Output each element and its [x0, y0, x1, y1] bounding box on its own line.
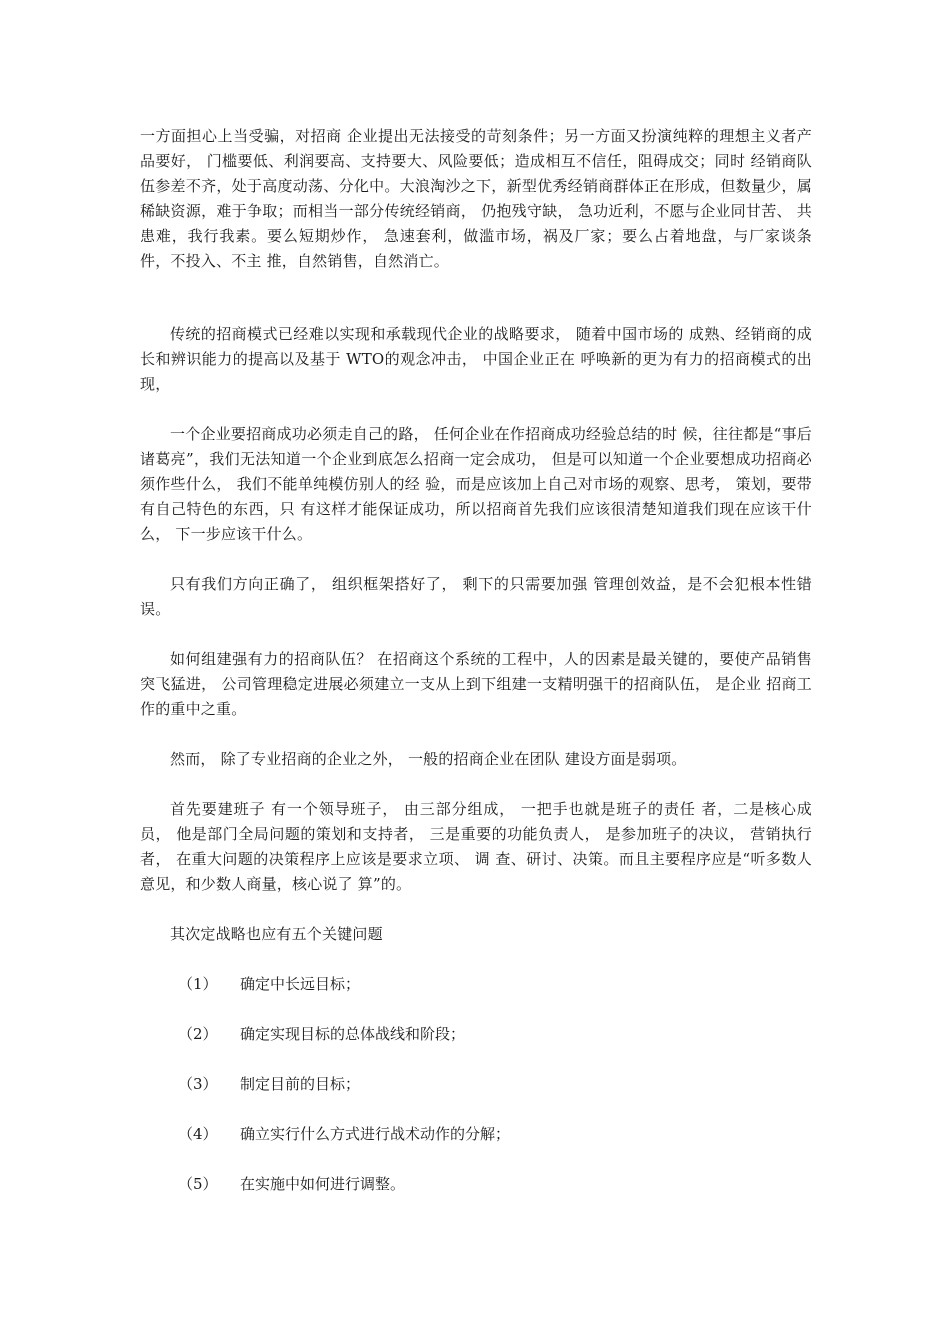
list-item	[178, 1072, 360, 1097]
paragraph	[140, 647, 812, 722]
paragraph-text: 传统的招商模式已经难以实现和承载现代企业的战略要求， 随着中国市场的 成熟、经销商的成长和辨识能力的提高以及基于 WTO的观念冲击， 中国企业正在 呼唤新的更为有力的招商模式的出现，	[140, 325, 812, 393]
paragraph	[140, 797, 812, 897]
list-text: 在实施中如何进行调整。	[240, 1175, 406, 1193]
list-item	[178, 1172, 405, 1197]
list-number: （1）	[178, 975, 218, 993]
list-number: （2）	[178, 1025, 218, 1043]
paragraph-text: 如何组建强有力的招商队伍？ 在招商这个系统的工程中，人的因素是最关键的，要使产品销售突飞猛进， 公司管理稳定进展必须建立一支从上到下组建一支精明强干的招商队伍， 是企业 招商工作的重中之重。	[140, 650, 812, 718]
paragraph	[140, 124, 812, 274]
list-text: 确定中长远目标；	[240, 975, 361, 993]
paragraph	[140, 572, 812, 622]
paragraph-text: 一个企业要招商成功必须走自己的路， 任何企业在作招商成功经验总结的时 候，往往都是“事后诸葛亮”，我们无法知道一个企业到底怎么招商一定会成功， 但是可以知道一个企业要想成功招商必须作些什么， 我们不能单纯模仿别人的经 验，而是应该加上自己对市场的观察、思考， 策划，要带有自己特色的东西，只 有这样才能保证成功，所以招商首先我们应该很清楚知道我们现在应该干什么， 下一步应该干什么。	[140, 425, 812, 543]
list-text: 确立实行什么方式进行战术动作的分解；	[240, 1125, 511, 1143]
paragraph	[140, 322, 812, 397]
list-item	[178, 1122, 510, 1147]
paragraph	[140, 747, 812, 772]
paragraph-text: 一方面担心上当受骗，对招商 企业提出无法接受的苛刻条件；另一方面又扮演纯粹的理想主义者产品要好， 门槛要低、利润要高、支持要大、风险要低；造成相互不信任，阻碍成交；同时 经销商队伍参差不齐，处于高度动荡、分化中。大浪淘沙之下，新型优秀经销商群体正在形成，但数量少，属稀缺资源，难于争取；而相当一部分传统经销商， 仍抱残守缺， 急功近利，不愿与企业同甘苦、 共患难，我行我素。要么短期炒作， 急速套利，做滥市场，祸及厂家；要么占着地盘，与厂家谈条件，不投入、不主 推，自然销售，自然消亡。	[140, 127, 812, 270]
list-number: （3）	[178, 1075, 218, 1093]
list-number: （4）	[178, 1125, 218, 1143]
paragraph	[140, 922, 812, 947]
list-text: 确定实现目标的总体战线和阶段；	[240, 1025, 466, 1043]
paragraph-text: 首先要建班子 有一个领导班子， 由三部分组成， 一把手也就是班子的责任 者，二是核心成员， 他是部门全局问题的策划和支持者， 三是重要的功能负责人， 是参加班子的决议， 营销执行者， 在重大问题的决策程序上应该是要求立项、 调 查、研讨、决策。而且主要程序应是“听多数人意见，和少数人商量，核心说了 算”的。	[140, 800, 812, 893]
paragraph	[140, 422, 812, 547]
list-item	[178, 1022, 465, 1047]
list-item	[178, 972, 360, 997]
list-text: 制定目前的目标；	[240, 1075, 361, 1093]
paragraph-text: 只有我们方向正确了， 组织框架搭好了， 剩下的只需要加强 管理创效益，是不会犯根本性错误。	[140, 575, 812, 618]
paragraph-text: 其次定战略也应有五个关键问题	[170, 925, 383, 943]
list-number: （5）	[178, 1175, 218, 1193]
paragraph-text: 然而， 除了专业招商的企业之外， 一般的招商企业在团队 建设方面是弱项。	[170, 750, 687, 768]
